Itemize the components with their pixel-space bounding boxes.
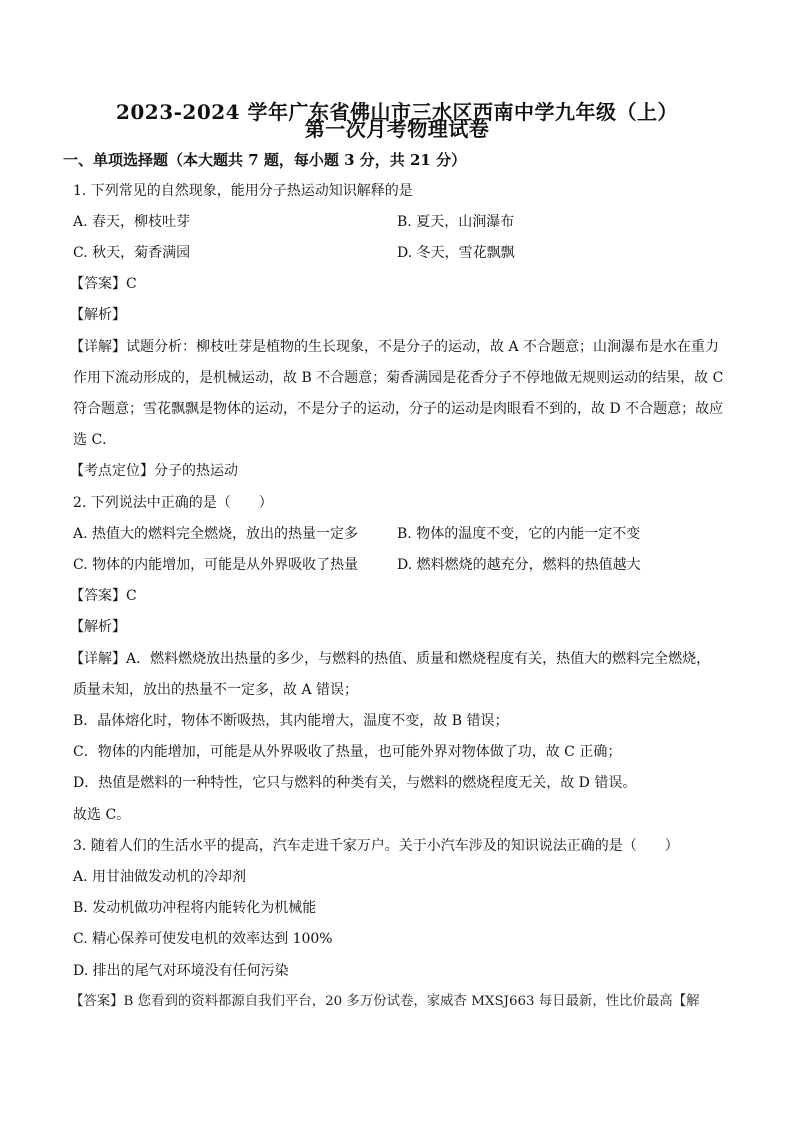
q2-option-c: C. 物体的内能增加，可能是从外界吸收了热量 [73,557,359,573]
q2-detail-line1: 【详解】A．燃料燃烧放出热量的多少，与燃料的热值、质量和燃烧程度有关，热值大的燃料完全燃烧， [70,651,711,667]
q1-detail-line4: 选 C． [73,432,117,448]
q2-detail-line5: D．热值是燃料的一种特性，它只与燃料的种类有关，与燃料的燃烧程度无关，故 D 错误。 [73,775,637,791]
q1-option-a: A. 春天，柳枝吐芽 [73,214,191,230]
q3-option-b: B. 发动机做功冲程将内能转化为机械能 [73,900,317,916]
paper-title-line1: 2023-2024 学年广东省佛山市三水区西南中学九年级（上） [115,100,679,124]
q1-detail-line2: 作用下流动形成的，是机械运动，故 B 不合题意；菊香满园是花香分子不停地做无规则运动的结果，故 C [73,370,724,386]
q1-answer: 【答案】C [70,276,137,292]
q3-option-a: A. 用甘油做发动机的冷却剂 [73,869,247,885]
q2-detail-line4: C．物体的内能增加，可能是从外界吸收了热量，也可能外界对物体做了功，故 C 正确； [73,744,622,760]
q1-option-b: B. 夏天，山涧瀑布 [397,214,515,230]
q2-stem: 2. 下列说法中正确的是（ ） [73,495,273,511]
q1-stem: 1. 下列常见的自然现象，能用分子热运动知识解释的是 [73,183,413,199]
q2-option-b: B. 物体的温度不变，它的内能一定不变 [397,526,641,542]
q2-option-d: D. 燃料燃烧的越充分，燃料的热值越大 [397,557,641,573]
q2-analysis-label: 【解析】 [70,619,126,635]
q3-stem: 3. 随着人们的生活水平的提高，汽车走进千家万户。关于小汽车涉及的知识说法正确的是（ ） [73,838,679,854]
section-heading: 一、单项选择题（本大题共 7 题，每小题 3 分，共 21 分） [63,151,467,169]
q2-detail-line3: B．晶体熔化时，物体不断吸热，其内能增大，温度不变，故 B 错误； [73,713,509,729]
q1-detail-line3: 符合题意；雪花飘飘是物体的运动，不是分子的运动，分子的运动是肉眼看不到的，故 D 不合题意；故应 [73,401,724,417]
q3-option-c: C. 精心保养可使发电机的效率达到 100% [73,931,333,947]
q1-option-d: D. 冬天，雪花飘飘 [397,245,515,261]
q2-answer: 【答案】C [70,588,137,604]
q3-option-d: D. 排出的尾气对环境没有任何污染 [73,963,289,979]
q1-analysis-label: 【解析】 [70,307,126,323]
q1-key-point: 【考点定位】分子的热运动 [70,463,238,479]
paper-title-line2: 第一次月考物理试卷 [304,117,490,141]
q1-detail-line1: 【详解】试题分析：柳枝吐芽是植物的生长现象，不是分子的运动，故 A 不合题意；山涧瀑布是水在重力 [70,339,720,355]
q2-option-a: A. 热值大的燃料完全燃烧，放出的热量一定多 [73,526,359,542]
q2-detail-line2: 质量未知，放出的热量不一定多，故 A 错误； [73,682,359,698]
q2-choose: 故选 C。 [73,807,131,823]
q1-option-c: C. 秋天，菊香满园 [73,245,191,261]
q3-answer-with-watermark: 【答案】B 您看到的资料都源自我们平台，20 多万份试卷，家威杏 MXSJ663 每日最新，性比价最高【解 [70,994,700,1009]
